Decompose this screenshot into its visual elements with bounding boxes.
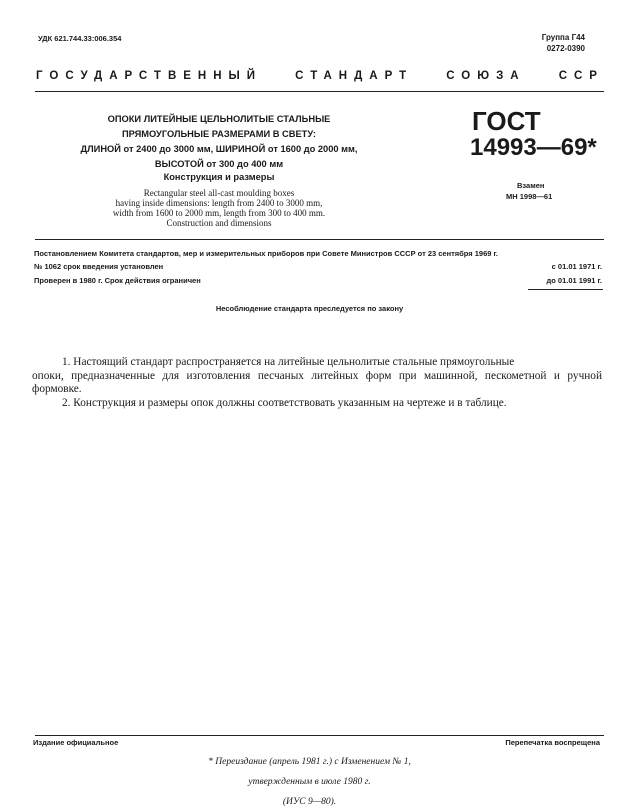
english-title-line: Rectangular steel all-cast moulding boxes: [143, 188, 295, 198]
english-title: [38, 188, 400, 228]
group-line: Группа Г44: [541, 33, 585, 42]
banner-word: ГОСУДАРСТВЕННЫЙ: [36, 70, 263, 82]
standard-banner: [36, 70, 604, 82]
effective-date: с 01.01 1971 г.: [551, 262, 602, 271]
republication-footnote: [0, 752, 619, 806]
footnote-line: (ИУС 9—80).: [282, 797, 337, 806]
expiry-date: до 01.01 1991 г.: [546, 276, 602, 285]
decree-text: Постановлением Комитета стандартов, мер и измерительных приборов при Совете Министров СССР от 23 сентября 1969 г.: [34, 249, 498, 258]
okstu-code: 0272-0390: [546, 44, 585, 53]
decree-text-continued: № 1062 срок введения установлен: [34, 262, 164, 271]
udk-code: УДК 621.744.33:006.354: [38, 34, 122, 43]
title-line: ОПОКИ ЛИТЕЙНЫЕ ЦЕЛЬНОЛИТЫЕ СТАЛЬНЫЕ: [107, 114, 331, 124]
english-title-line: width from 1600 to 2000 mm, length from 300 to 400 mm.: [112, 208, 326, 218]
paragraph-1: 1. Настоящий стандарт распространяется на литейные цельнолитые стальные прямоугольные: [62, 356, 515, 368]
paragraph-2: 2. Конструкция и размеры опок должны соответствовать указанным на чертеже и в таблице.: [62, 396, 507, 409]
expiry-underline: [528, 289, 603, 290]
replaces-label: Взамен: [517, 181, 545, 190]
bottom-divider: [35, 735, 604, 736]
document-title: [38, 112, 400, 172]
english-title-line: Construction and dimensions: [166, 218, 272, 228]
title-line: ВЫСОТОЙ от 300 до 400 мм: [154, 159, 284, 169]
title-line: ДЛИНОЙ от 2400 до 3000 мм, ШИРИНОЙ от 1600 до 2000 мм,: [80, 144, 358, 154]
gost-number: 14993—69*: [470, 134, 597, 161]
validity-note: Проверен в 1980 г. Срок действия ограничен: [34, 276, 201, 285]
group-code: [542, 32, 585, 54]
document-subtitle: Конструкция и размеры: [163, 172, 275, 182]
middle-divider: [35, 239, 604, 240]
footnote-line: * Переиздание (апрель 1981 г.) с Изменением № 1,: [208, 757, 411, 767]
reprint-notice: Перепечатка воспрещена: [505, 738, 600, 747]
body-text: [32, 356, 602, 410]
english-title-line: having inside dimensions: length from 2400 to 3000 mm,: [115, 198, 323, 208]
official-edition: Издание официальное: [33, 738, 119, 747]
footnote-line: утвержденным в июле 1980 г.: [248, 777, 371, 787]
title-line: ПРЯМОУГОЛЬНЫЕ РАЗМЕРАМИ В СВЕТУ:: [121, 129, 317, 139]
replaces-value: МН 1998—61: [506, 192, 553, 201]
gost-label: ГОСТ: [472, 106, 541, 136]
banner-word: СТАНДАРТ: [295, 70, 414, 82]
banner-word: СОЮЗА: [446, 70, 526, 82]
banner-word: ССР: [558, 70, 604, 82]
top-divider: [35, 91, 604, 92]
law-notice: Несоблюдение стандарта преследуется по закону: [215, 304, 404, 313]
paragraph-1-continued: опоки, предназначенные для изготовления песчаных литейных форм при машинной, пескометной и ручной формовке.: [32, 369, 602, 395]
